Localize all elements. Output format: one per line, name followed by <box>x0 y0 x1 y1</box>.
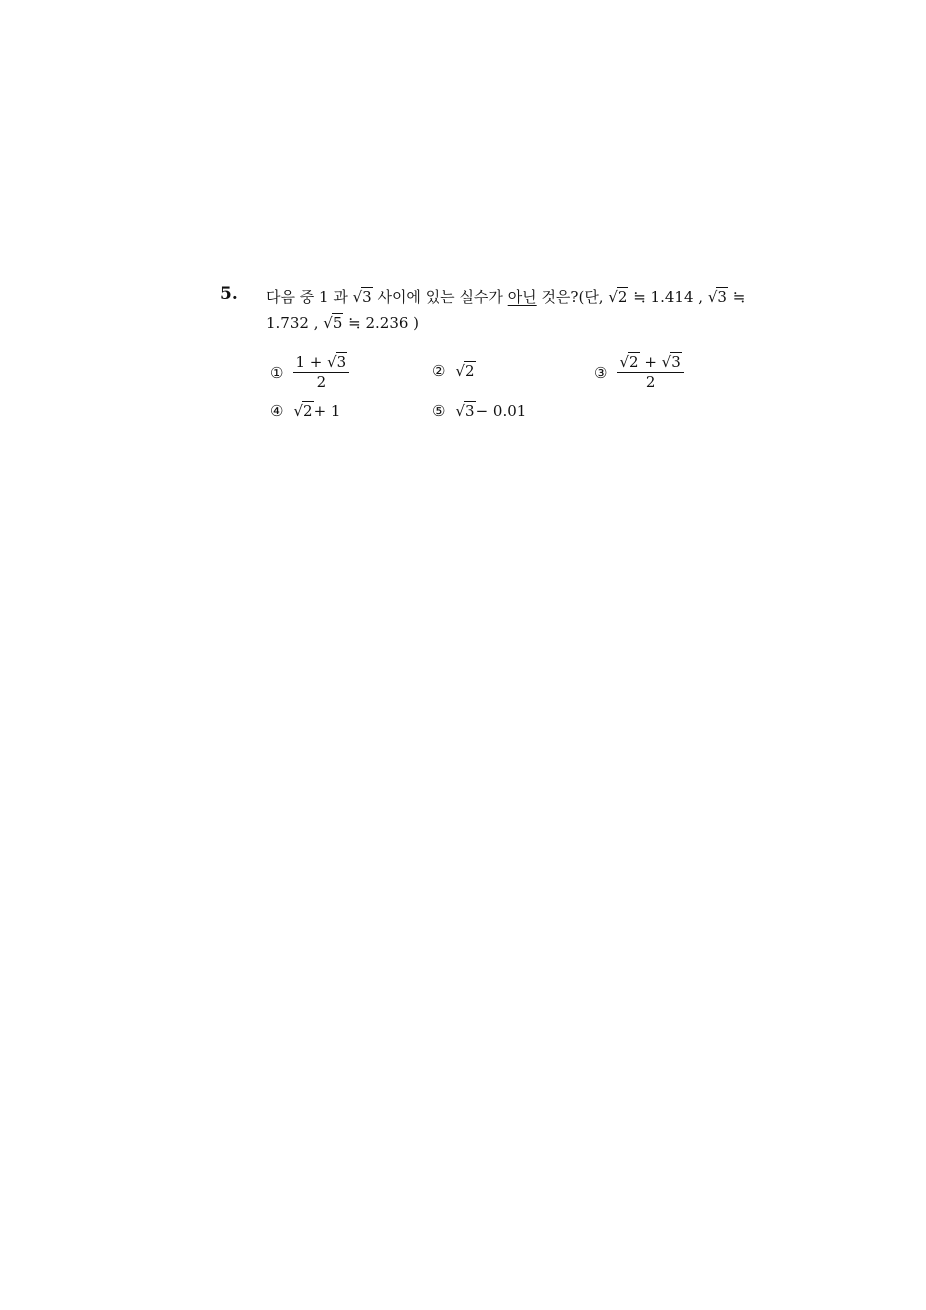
choice-3[interactable] <box>594 354 684 392</box>
question-number: 5. <box>220 284 238 304</box>
text-segment: ≒ 2.236 ) <box>343 314 420 332</box>
choice-marker: ④ <box>270 402 284 420</box>
sqrt-argument: 3 <box>717 288 727 306</box>
fraction-numerator: √2 + √3 <box>617 354 683 373</box>
sqrt-expression: √2 <box>293 402 313 420</box>
fraction <box>617 354 683 392</box>
expression-tail: + 1 <box>313 402 341 420</box>
choice-4[interactable] <box>270 402 340 420</box>
choice-marker: ② <box>432 362 446 380</box>
fraction <box>293 354 349 392</box>
question-text-line1 <box>266 286 745 307</box>
sqrt-expression: √3 <box>352 288 372 306</box>
fraction-denominator: 2 <box>645 373 656 392</box>
text-segment: ≒ <box>727 288 746 306</box>
sqrt-argument: 2 <box>617 288 628 306</box>
text-segment: 다음 중 1 과 <box>266 288 353 306</box>
sqrt-expression: √3 <box>455 402 475 420</box>
sqrt-argument: 5 <box>332 314 343 332</box>
choice-2[interactable] <box>432 362 476 380</box>
fraction-numerator: 1 + √3 <box>293 354 349 373</box>
text-segment: 것은?(단, <box>536 288 609 306</box>
sqrt-expression: √3 <box>707 288 727 306</box>
sqrt-expression: √5 <box>323 314 343 332</box>
expression-tail: − 0.01 <box>475 402 527 420</box>
choice-marker: ⑤ <box>432 402 446 420</box>
sqrt-argument: 3 <box>362 288 372 306</box>
sqrt-expression: √2 <box>455 362 475 380</box>
choice-marker: ① <box>270 363 284 382</box>
fraction-denominator: 2 <box>316 373 327 392</box>
choice-1[interactable] <box>270 354 349 392</box>
text-segment: 사이에 있는 실수가 <box>372 288 508 306</box>
text-segment: 1.732 , <box>266 314 324 332</box>
choice-5[interactable] <box>432 402 526 420</box>
text-segment: ≒ 1.414 , <box>628 288 708 306</box>
underlined-word: 아닌 <box>507 288 537 306</box>
question-text-line2 <box>266 314 419 332</box>
sqrt-expression: √2 <box>608 288 628 306</box>
choice-marker: ③ <box>594 363 608 382</box>
